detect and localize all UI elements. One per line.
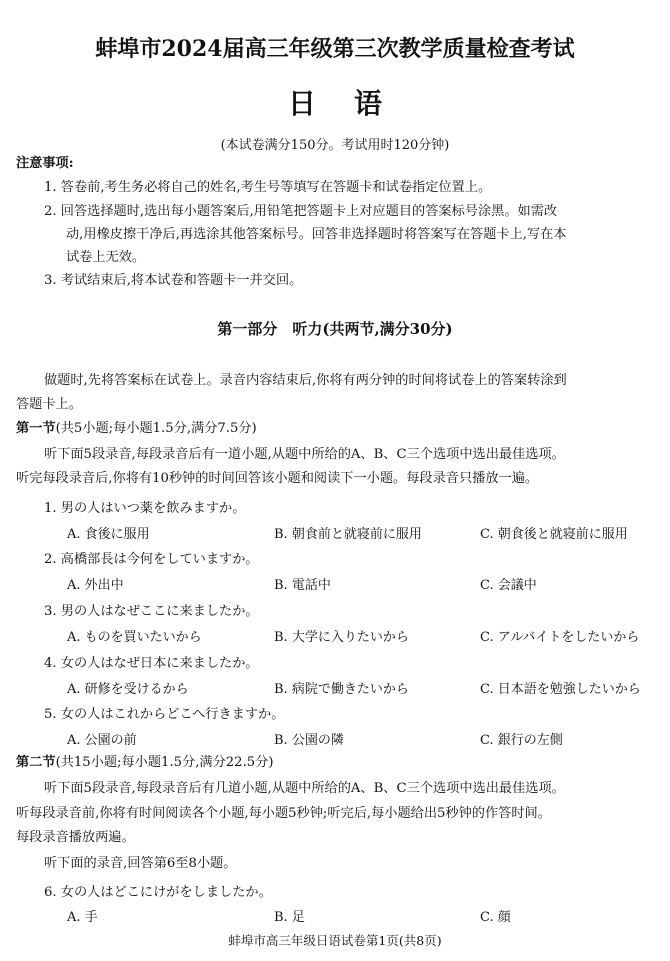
part1-title: 第一部分 听力(共两节,满分30分) (217, 320, 453, 338)
q2-option-b: B. 電話中 (274, 578, 331, 593)
section2-label: 第二节 (16, 755, 56, 770)
section1-instruction-1: 听下面5段录音,每段录音后有一道小题,从题中所给的A、B、C三个选项中选出最佳选项。 (44, 447, 565, 462)
section2-heading (16, 754, 273, 772)
section1-instruction-2: 听完每段录音后,你将有10秒钟的时间回答该小题和阅读下一小题。每段录音只播放一遍。 (16, 471, 539, 486)
q6-option-a: A. 手 (67, 910, 98, 925)
q1-option-a: A. 食後に服用 (67, 527, 150, 542)
q2-option-a: A. 外出中 (67, 578, 124, 593)
note-item-2-cont: 动,用橡皮擦干净后,再选涂其他答案标号。回答非选择题时将答案写在答题卡上,写在本 (66, 227, 567, 242)
question-3: 3. 男の人はなぜここに来ましたか。 (44, 604, 259, 619)
q5-option-c: C. 銀行の左側 (480, 733, 563, 748)
page-footer: 蚌埠市高三年级日语试卷第1页(共8页) (228, 933, 442, 948)
section1-label: 第一节 (16, 421, 56, 436)
exam-title: 蚌埠市2024届高三年级第三次教学质量检查考试 (95, 36, 575, 62)
section2-sub-instruction: 听下面的录音,回答第6至8小题。 (44, 856, 237, 871)
question-5: 5. 女の人はこれからどこへ行きますか。 (44, 707, 285, 722)
q3-option-b: B. 大学に入りたいから (274, 630, 409, 645)
q6-option-b: B. 足 (274, 910, 305, 925)
question-4: 4. 女の人はなぜ日本に来ましたか。 (44, 656, 259, 671)
note-item-3: 3. 考试结束后,将本试卷和答题卡一并交回。 (44, 273, 303, 288)
section2-instruction-3: 每段录音播放两遍。 (16, 830, 135, 845)
section1-scoring: (共5小题;每小题1.5分,满分7.5分) (55, 421, 257, 436)
q1-option-c: C. 朝食後と就寝前に服用 (480, 527, 628, 542)
q6-option-c: C. 顔 (480, 910, 511, 925)
q4-option-b: B. 病院で働きたいから (274, 682, 409, 697)
note-item-2-end: 试卷上无效。 (66, 250, 146, 265)
part1-intro-1: 做题时,先将答案标在试卷上。录音内容结束后,你将有两分钟的时间将试卷上的答案转涂到 (44, 373, 567, 388)
q4-option-c: C. 日本語を勉強したいから (480, 682, 641, 697)
part1-intro-2: 答题卡上。 (16, 397, 82, 412)
subject-title: 日语 (287, 87, 420, 120)
note-item-2: 2. 回答选择题时,选出每小题答案后,用铅笔把答题卡上对应题目的答案标号涂黑。如需改 (44, 204, 558, 219)
notes-heading: 注意事项: (16, 156, 74, 171)
section2-instruction-1: 听下面5段录音,每段录音后有几道小题,从题中所给的A、B、C三个选项中选出最佳选项。 (44, 781, 565, 796)
section2-instruction-2: 听每段录音前,你将有时间阅读各个小题,每小题5秒钟;听完后,每小题给出5秒钟的作答时间。 (16, 806, 551, 821)
q4-option-a: A. 研修を受けるから (67, 682, 189, 697)
q5-option-a: A. 公園の前 (67, 733, 137, 748)
question-1: 1. 男の人はいつ薬を飲みますか。 (44, 501, 246, 516)
section2-scoring: (共15小题;每小题1.5分,满分22.5分) (55, 755, 274, 770)
q3-option-c: C. アルバイトをしたいから (480, 630, 640, 645)
q3-option-a: A. ものを買いたいから (67, 630, 202, 645)
note-item-1: 1. 答卷前,考生务必将自己的姓名,考生号等填写在答题卡和试卷指定位置上。 (44, 180, 492, 195)
question-2: 2. 高橋部長は今何をしていますか。 (44, 552, 259, 567)
section1-heading (16, 420, 257, 438)
question-6: 6. 女の人はどこにけがをしましたか。 (44, 885, 272, 900)
exam-info: (本试卷满分150分。考试用时120分钟) (220, 138, 450, 153)
q5-option-b: B. 公園の隣 (274, 733, 344, 748)
q1-option-b: B. 朝食前と就寝前に服用 (274, 527, 422, 542)
q2-option-c: C. 会議中 (480, 578, 537, 593)
